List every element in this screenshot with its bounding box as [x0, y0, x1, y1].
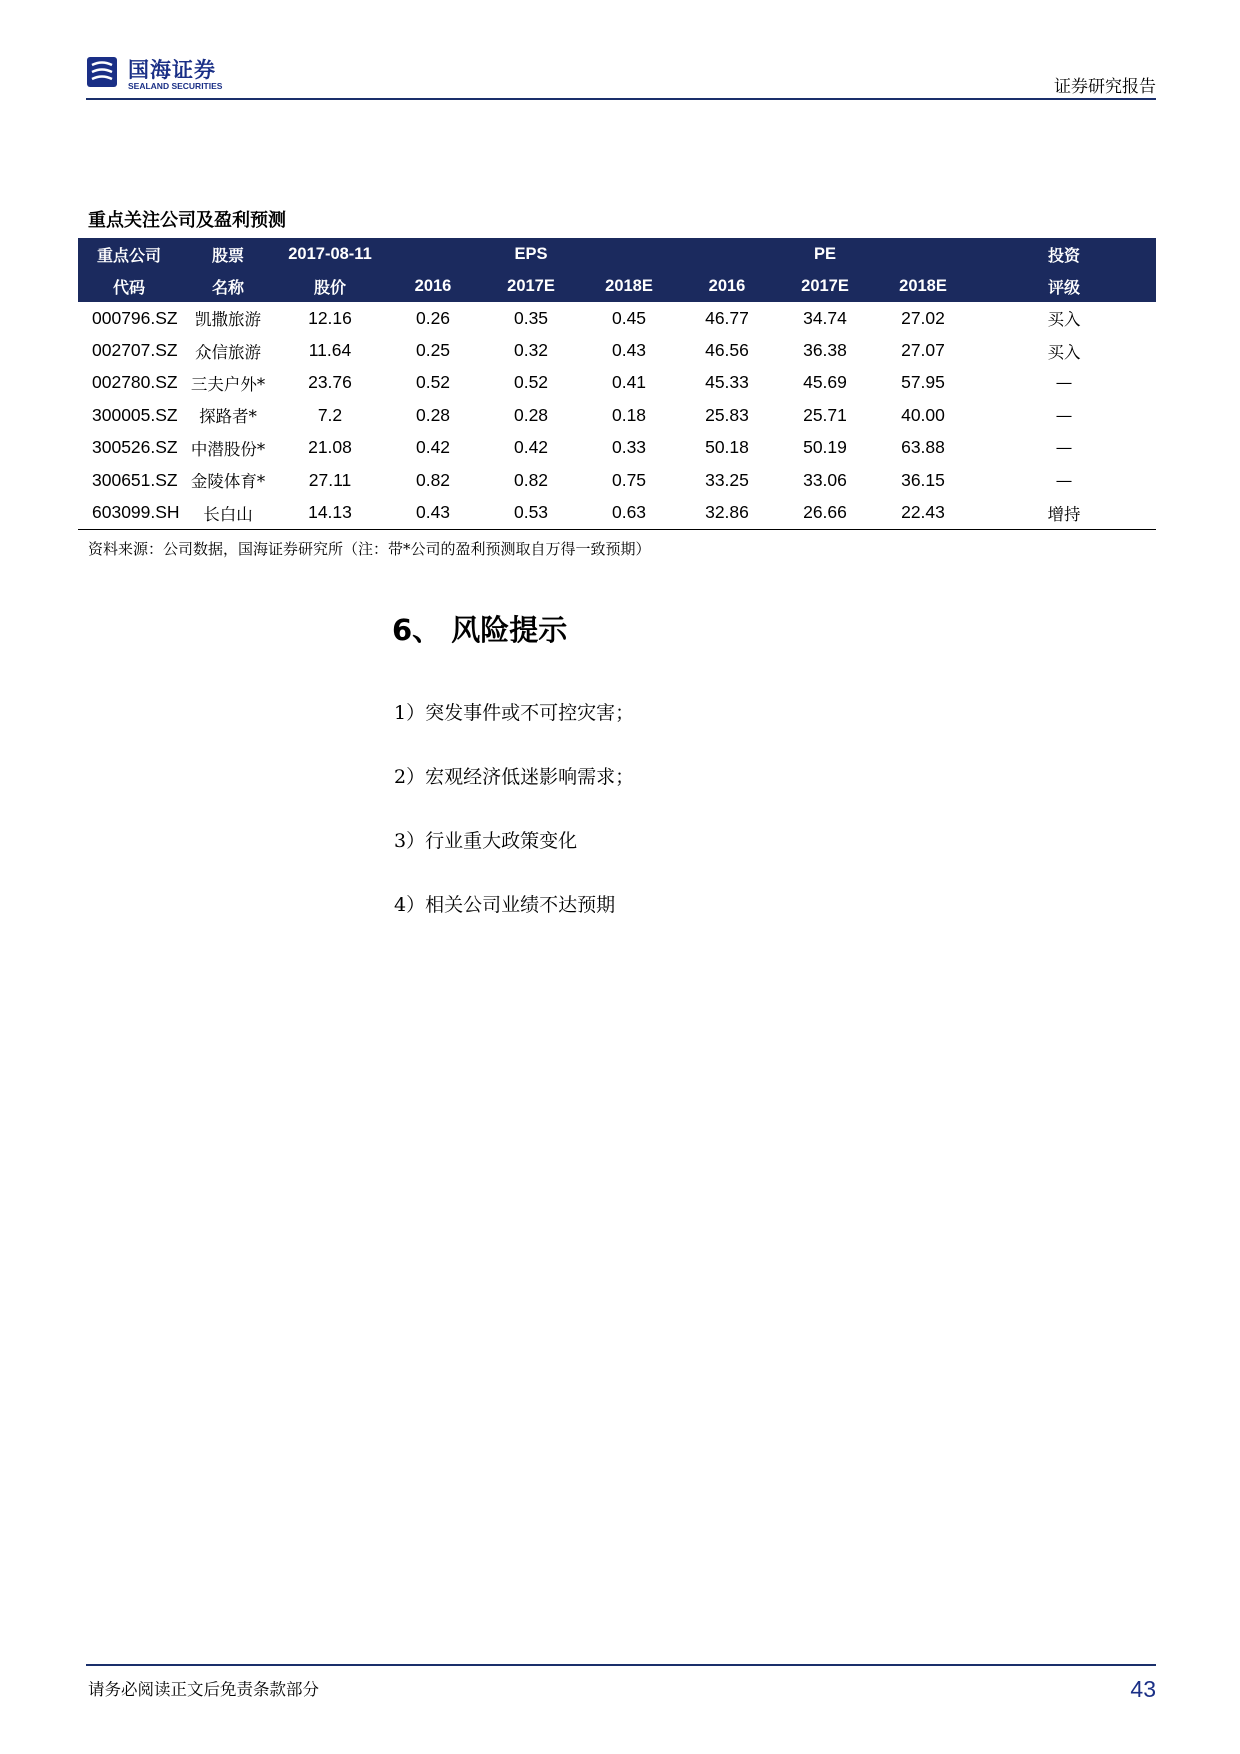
eps-cell: 0.33 [611, 437, 647, 458]
eps-cell: 0.43 [611, 340, 647, 361]
stock-code-cell: 300651.SZ [92, 469, 178, 490]
rating-cell: 增持 [972, 496, 1156, 529]
section-heading: 6、 风险提示 [392, 613, 568, 647]
eps-cell: 0.63 [580, 496, 678, 529]
header-cell: PE [776, 238, 874, 270]
eps-cell: 0.28 [415, 404, 451, 425]
earnings-forecast-table [78, 238, 1156, 530]
table-source-note: 资料来源：公司数据，国海证券研究所（注：带*公司的盈利预测取自万得一致预期） [88, 540, 651, 558]
pe-cell: 45.69 [803, 372, 847, 393]
pe-cell: 34.74 [803, 307, 847, 328]
eps-cell: 0.35 [513, 307, 549, 328]
sealand-logo-icon [86, 56, 118, 88]
eps-cell: 0.82 [415, 469, 451, 490]
pe-cell: 27.07 [901, 340, 945, 361]
pe-cell: 22.43 [874, 496, 972, 529]
header-cell: 投资 [972, 238, 1156, 270]
price-cell: 14.13 [276, 496, 384, 529]
stock-name-cell: 中潜股份* [190, 439, 266, 459]
rating-cell: — [1055, 470, 1073, 490]
pe-cell: 63.88 [901, 437, 945, 458]
price-cell: 11.64 [308, 340, 352, 361]
price-cell: 27.11 [308, 469, 352, 490]
table-row [78, 464, 1156, 496]
rating-cell: 买入 [1047, 310, 1081, 330]
pe-cell: 25.83 [705, 404, 749, 425]
header-cell: 股价 [276, 270, 384, 302]
pe-cell: 36.15 [901, 469, 945, 490]
pe-cell: 46.77 [705, 307, 749, 328]
pe-cell: 36.38 [803, 340, 847, 361]
pe-cell: 27.02 [901, 307, 945, 328]
header-cell: 2018E [874, 270, 972, 302]
pe-cell: 33.06 [803, 469, 847, 490]
table-row [78, 334, 1156, 366]
header-cell: 2018E [580, 270, 678, 302]
price-cell: 7.2 [317, 404, 343, 425]
logo-english-name: SEALAND SECURITIES [128, 81, 223, 91]
stock-name-cell: 凯撒旅游 [195, 310, 261, 330]
pe-cell: 32.86 [678, 496, 776, 529]
rating-cell: — [1055, 438, 1073, 458]
price-cell: 23.76 [308, 372, 352, 393]
header-cell: EPS [482, 238, 580, 270]
table-row [78, 302, 1156, 334]
header-cell: 评级 [972, 270, 1156, 302]
table-row [78, 367, 1156, 399]
table-row [78, 399, 1156, 431]
header-cell: 股票 [180, 238, 276, 270]
eps-cell: 0.75 [611, 469, 647, 490]
eps-cell: 0.26 [415, 307, 451, 328]
rating-cell: 买入 [1047, 342, 1081, 362]
header-cell: 名称 [180, 270, 276, 302]
eps-cell: 0.52 [513, 372, 549, 393]
header-cell: 2017E [482, 270, 580, 302]
stock-code-cell: 300005.SZ [92, 404, 178, 425]
footer-disclaimer: 请务必阅读正文后免责条款部分 [88, 1680, 319, 1699]
header-cell: 2017E [776, 270, 874, 302]
header-cell: 2016 [384, 270, 482, 302]
eps-cell: 0.28 [513, 404, 549, 425]
eps-cell: 0.42 [415, 437, 451, 458]
footer-divider [86, 1664, 1156, 1666]
risk-item: 2）宏观经济低迷影响需求； [394, 766, 635, 788]
pe-cell: 50.18 [705, 437, 749, 458]
header-cell [580, 238, 678, 270]
header-cell [678, 238, 776, 270]
eps-cell: 0.18 [611, 404, 647, 425]
pe-cell: 46.56 [705, 340, 749, 361]
eps-cell: 0.53 [482, 496, 580, 529]
pe-cell: 26.66 [776, 496, 874, 529]
pe-cell: 45.33 [705, 372, 749, 393]
pe-cell: 33.25 [705, 469, 749, 490]
stock-name-cell: 众信旅游 [195, 342, 261, 362]
eps-cell: 0.32 [513, 340, 549, 361]
price-cell: 21.08 [308, 437, 352, 458]
price-cell: 12.16 [308, 307, 352, 328]
eps-cell: 0.42 [513, 437, 549, 458]
header-cell: 2016 [678, 270, 776, 302]
eps-cell: 0.41 [611, 372, 647, 393]
header-cell: 重点公司 [78, 238, 180, 270]
logo-chinese-name: 国海证券 [128, 58, 216, 82]
eps-cell: 0.43 [384, 496, 482, 529]
page-number: 43 [1130, 1676, 1156, 1702]
header-cell [874, 238, 972, 270]
stock-name-cell: 探路者* [199, 407, 257, 427]
stock-code-cell: 002780.SZ [92, 372, 178, 393]
stock-code-cell: 603099.SH [78, 496, 180, 529]
stock-name-cell: 金陵体育* [190, 472, 266, 492]
stock-name-cell: 长白山 [180, 496, 276, 529]
pe-cell: 25.71 [803, 404, 847, 425]
header-divider [86, 98, 1156, 100]
stock-code-cell: 002707.SZ [92, 340, 178, 361]
header-cell: 代码 [78, 270, 180, 302]
stock-code-cell: 000796.SZ [92, 307, 178, 328]
report-type-label: 证券研究报告 [1054, 77, 1156, 97]
rating-cell: — [1055, 373, 1073, 393]
risk-item: 4）相关公司业绩不达预期 [394, 894, 616, 916]
risk-item: 1）突发事件或不可控灾害； [394, 702, 635, 724]
stock-name-cell: 三夫户外* [190, 374, 266, 394]
eps-cell: 0.25 [415, 340, 451, 361]
eps-cell: 0.82 [513, 469, 549, 490]
eps-cell: 0.52 [415, 372, 451, 393]
table-header-row-2 [78, 270, 1156, 302]
company-logo [86, 54, 246, 94]
table-header-row-1 [78, 238, 1156, 270]
rating-cell: — [1055, 405, 1073, 425]
stock-code-cell: 300526.SZ [92, 437, 178, 458]
eps-cell: 0.45 [611, 307, 647, 328]
header-cell [384, 238, 482, 270]
pe-cell: 57.95 [901, 372, 945, 393]
table-row [78, 496, 1156, 529]
table-row [78, 432, 1156, 464]
pe-cell: 50.19 [803, 437, 847, 458]
risk-item: 3）行业重大政策变化 [394, 830, 578, 852]
pe-cell: 40.00 [901, 404, 945, 425]
header-cell: 2017-08-11 [276, 238, 384, 270]
table-title: 重点关注公司及盈利预测 [88, 210, 286, 231]
